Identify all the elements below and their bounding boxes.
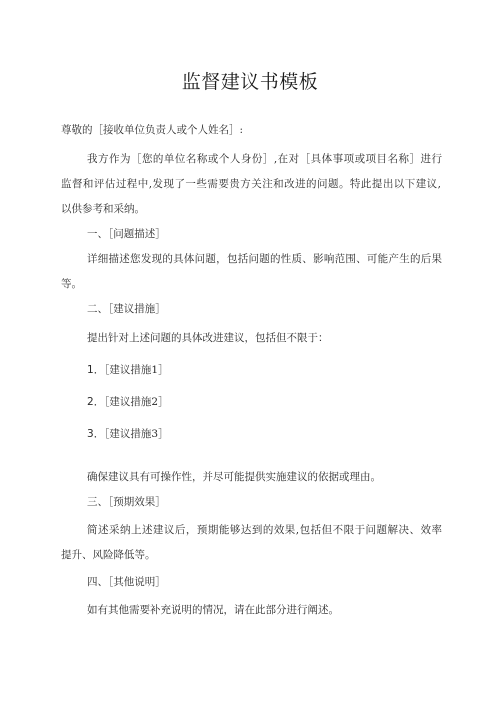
salutation: 尊敬的［接收单位负责人或个人姓名］: (61, 124, 244, 136)
measure-item-1-number: 1 (87, 364, 94, 376)
section-2-heading: 二、［建议措施］ (87, 303, 166, 315)
section-2-closing: 确保建议具有可操作性，并尽可能提供实施建议的依据或理由。 (87, 471, 381, 483)
section-3-heading: 三、［预期效果］ (87, 496, 166, 508)
measure-item-3-text: ．［建议措施3］ (93, 428, 169, 440)
section-3-line-1: 简述采纳上述建议后，预期能够达到的效果,包括但不限于问题解决、效率 (87, 524, 442, 536)
measure-item-2-number: 2 (87, 396, 94, 408)
section-2-lead: 提出针对上述问题的具体改进建议，包括但不限于： (87, 332, 329, 344)
measure-item-3-number: 3 (87, 428, 94, 440)
intro-line-1: 我方作为［您的单位名称或个人身份］,在对［具体事项或项目名称］进行 (87, 153, 442, 165)
section-1-heading: 一、［问题描述］ (87, 228, 166, 240)
section-1-line-2: 等。 (61, 278, 82, 290)
document-title: 监督建议书模板 (181, 71, 319, 93)
intro-line-3: 以供参考和采纳。 (61, 203, 145, 215)
section-1-line-1: 详细描述您发现的具体问题，包括问题的性质、影响范围、可能产生的后果 (87, 253, 442, 265)
measure-item-2-text: ．［建议措施2］ (93, 396, 169, 408)
section-4-line-1: 如有其他需要补充说明的情况，请在此部分进行阐述。 (87, 604, 339, 616)
intro-line-2: 监督和评估过程中,发现了一些需要贵方关注和改进的问题。特此提出以下建议, (61, 178, 441, 190)
section-3-line-2: 提升、风险降低等。 (61, 549, 156, 561)
measure-item-2 (87, 395, 169, 409)
measure-item-1 (87, 363, 169, 377)
measure-item-3 (87, 427, 169, 441)
measure-item-1-text: ．［建议措施1］ (93, 364, 169, 376)
section-4-heading: 四、［其他说明］ (87, 576, 166, 588)
